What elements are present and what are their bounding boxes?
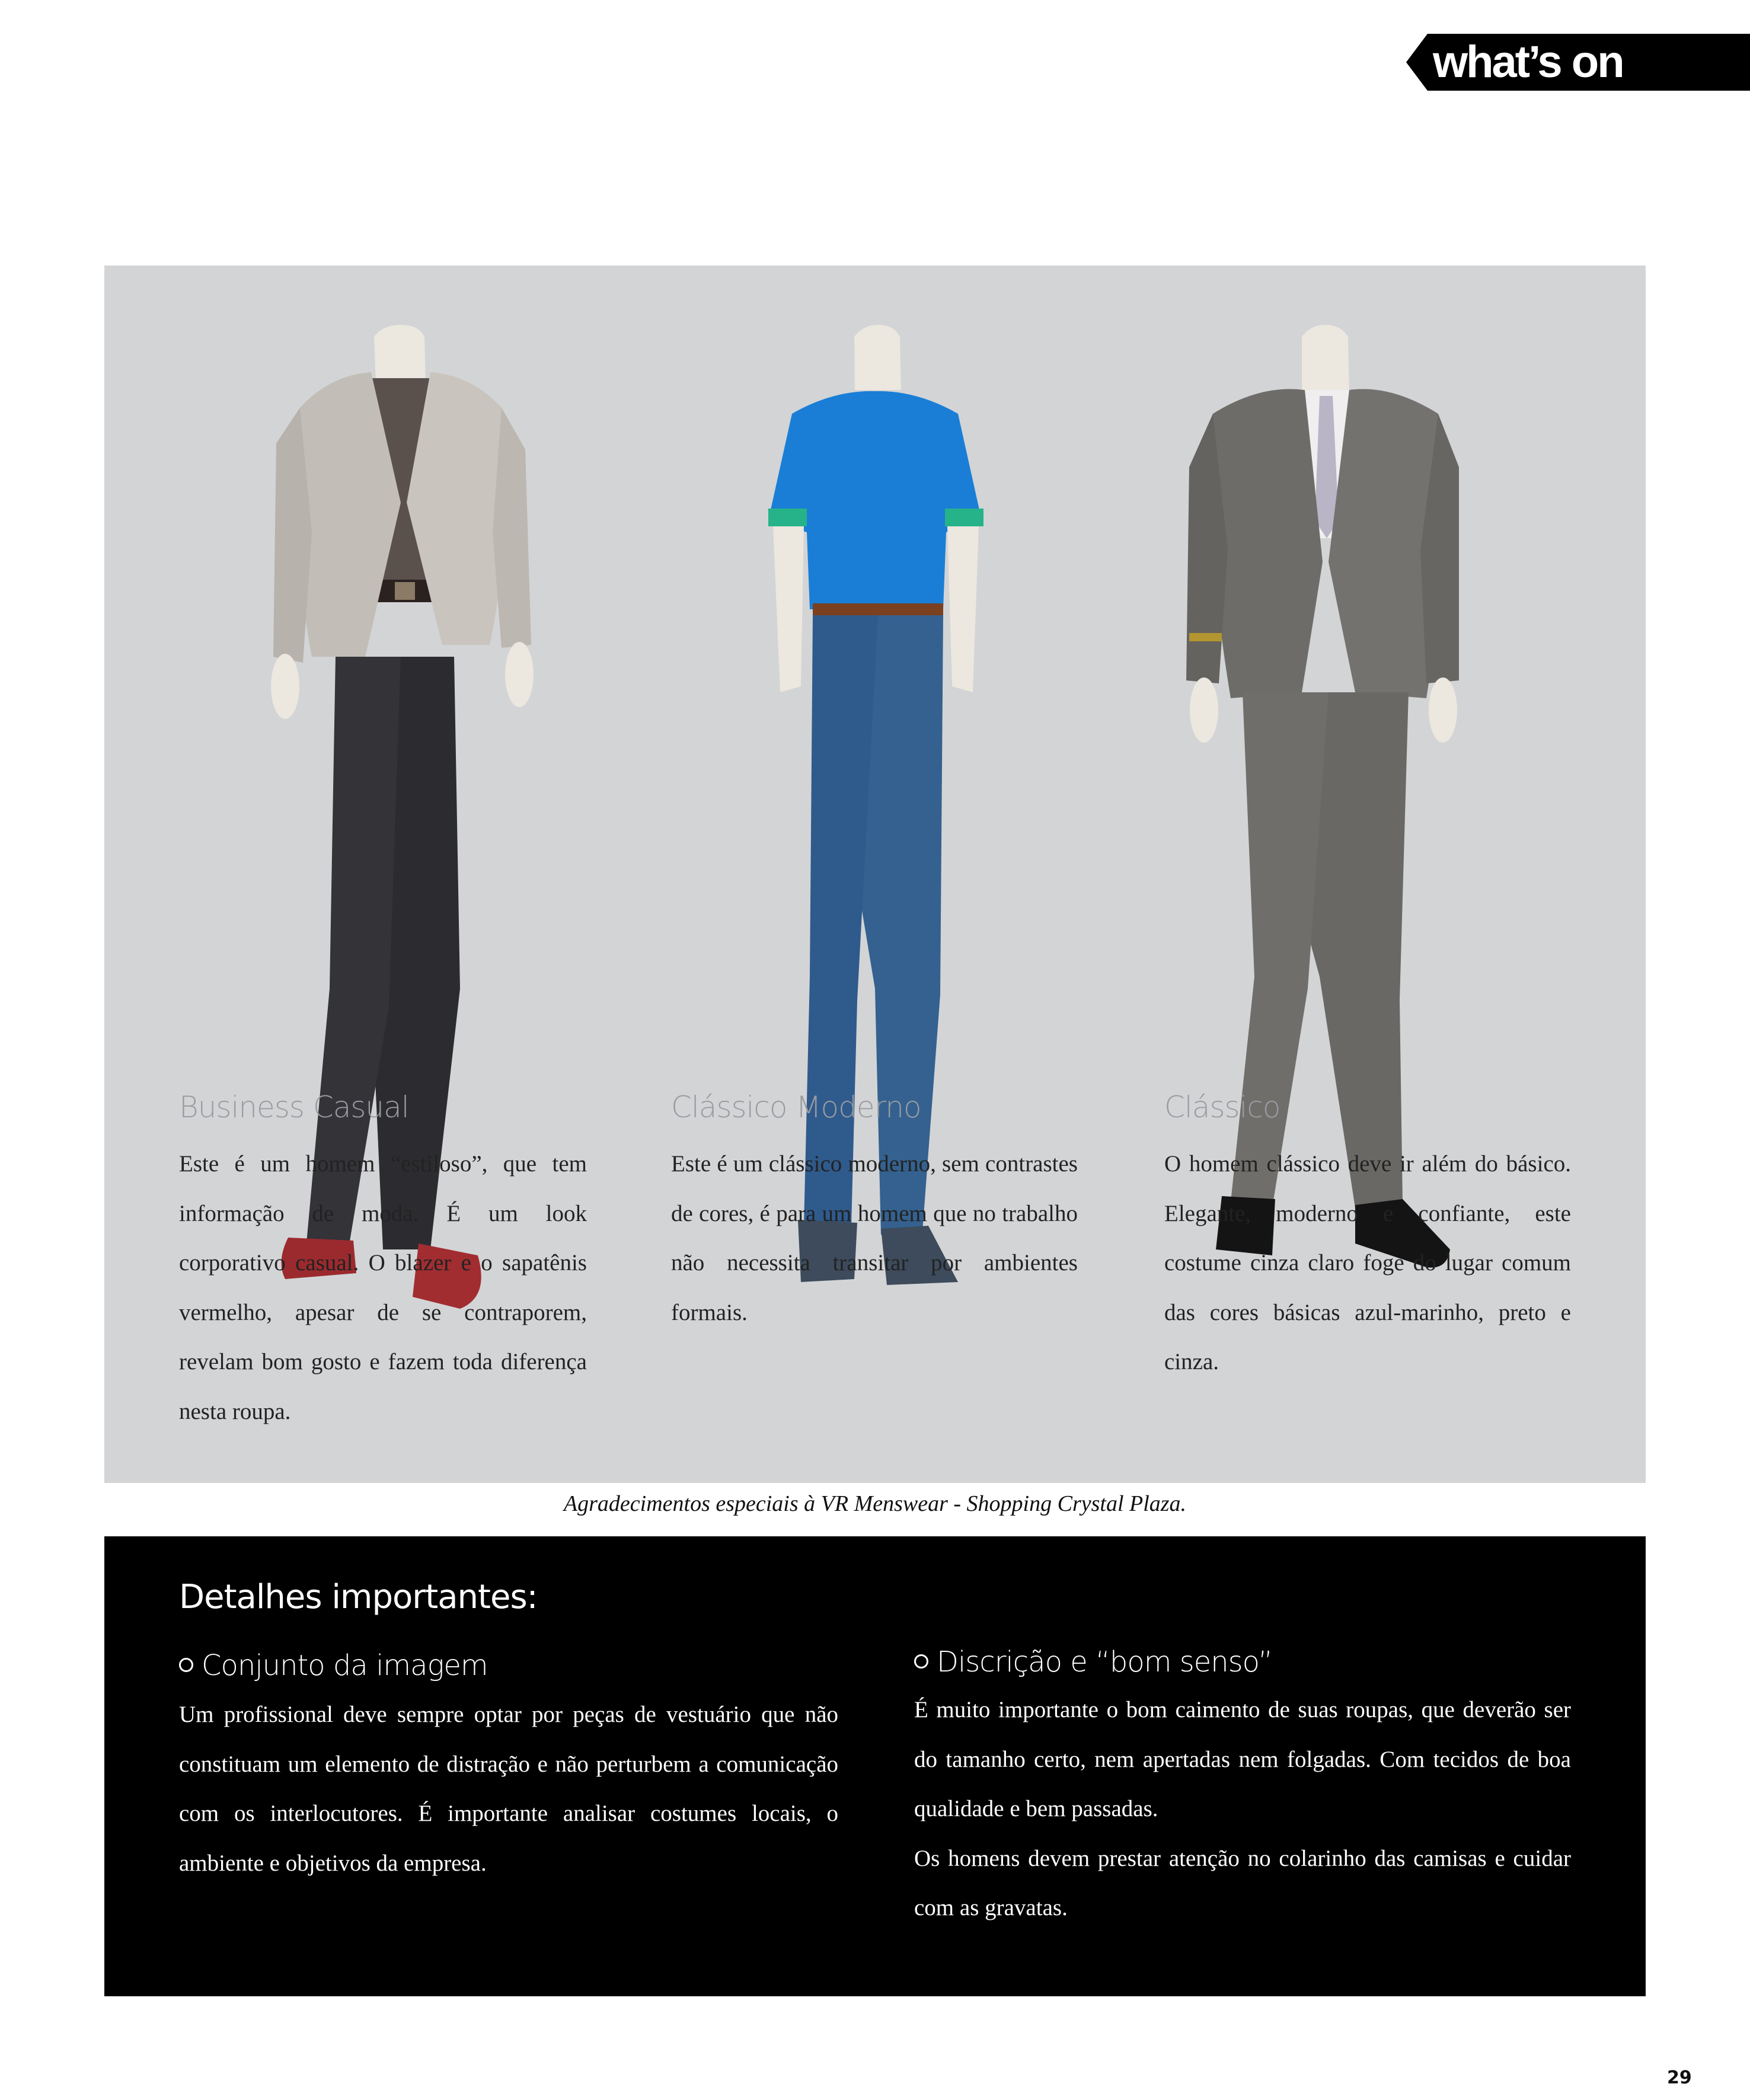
details-title: Detalhes importantes: (179, 1578, 538, 1616)
look-2-title: Clássico Moderno (671, 1090, 921, 1124)
details-right-heading-text: Discrição e “bom senso” (937, 1645, 1273, 1679)
look-1-title: Business Casual (179, 1090, 409, 1124)
details-right-paragraph-2: Os homens devem prestar atenção no colarinho das camisas e cuidar com as gravatas. (914, 1845, 1571, 1920)
details-left-body: Um profissional deve sempre optar por peças de vestuário que não constituam um elemento de distração e não perturbem a comunicação com os interlocutores. É importante analisar costumes locais, o ambiente e objetivos da empresa. (179, 1702, 838, 1876)
details-right-body (914, 1685, 1571, 1933)
details-left-heading-text: Conjunto da imagem (202, 1649, 488, 1682)
page-number: 29 (1667, 2067, 1692, 2088)
look-1-description: Este é um homem “estiloso”, que tem informação de moda. É um look corporativo casual. O blazer e o sapatênis vermelho, apesar de se contraporem, revelam bom gosto e fazem toda diferença nesta roupa. (179, 1151, 587, 1424)
section-tab (1406, 34, 1750, 91)
look-3-description: O homem clássico deve ir além do básico. Elegante, moderno e confiante, este costume cinza claro foge do lugar comum das cores básicas azul-marinho, preto e cinza. (1164, 1151, 1571, 1375)
look-2-description: Este é um clássico moderno, sem contrastes de cores, é para um homem que no trabalho não necessita transitar por ambientes formais. (671, 1151, 1078, 1325)
bullet-icon (179, 1658, 193, 1672)
details-right-heading (914, 1645, 1272, 1679)
details-box (104, 1536, 1646, 1996)
details-right-paragraph-1: É muito importante o bom caimento de suas roupas, que deverão ser do tamanho certo, nem apertadas nem folgadas. Com tecidos de boa qualidade e bem passadas. (914, 1697, 1571, 1821)
looks-panel (104, 266, 1646, 1483)
section-tab-label: what’s on (1433, 37, 1623, 87)
bullet-icon (914, 1654, 928, 1669)
details-left-heading (179, 1649, 488, 1682)
look-3-title: Clássico (1164, 1090, 1280, 1124)
photo-caption: Agradecimentos especiais à VR Menswear - Shopping Crystal Plaza. (563, 1491, 1187, 1516)
